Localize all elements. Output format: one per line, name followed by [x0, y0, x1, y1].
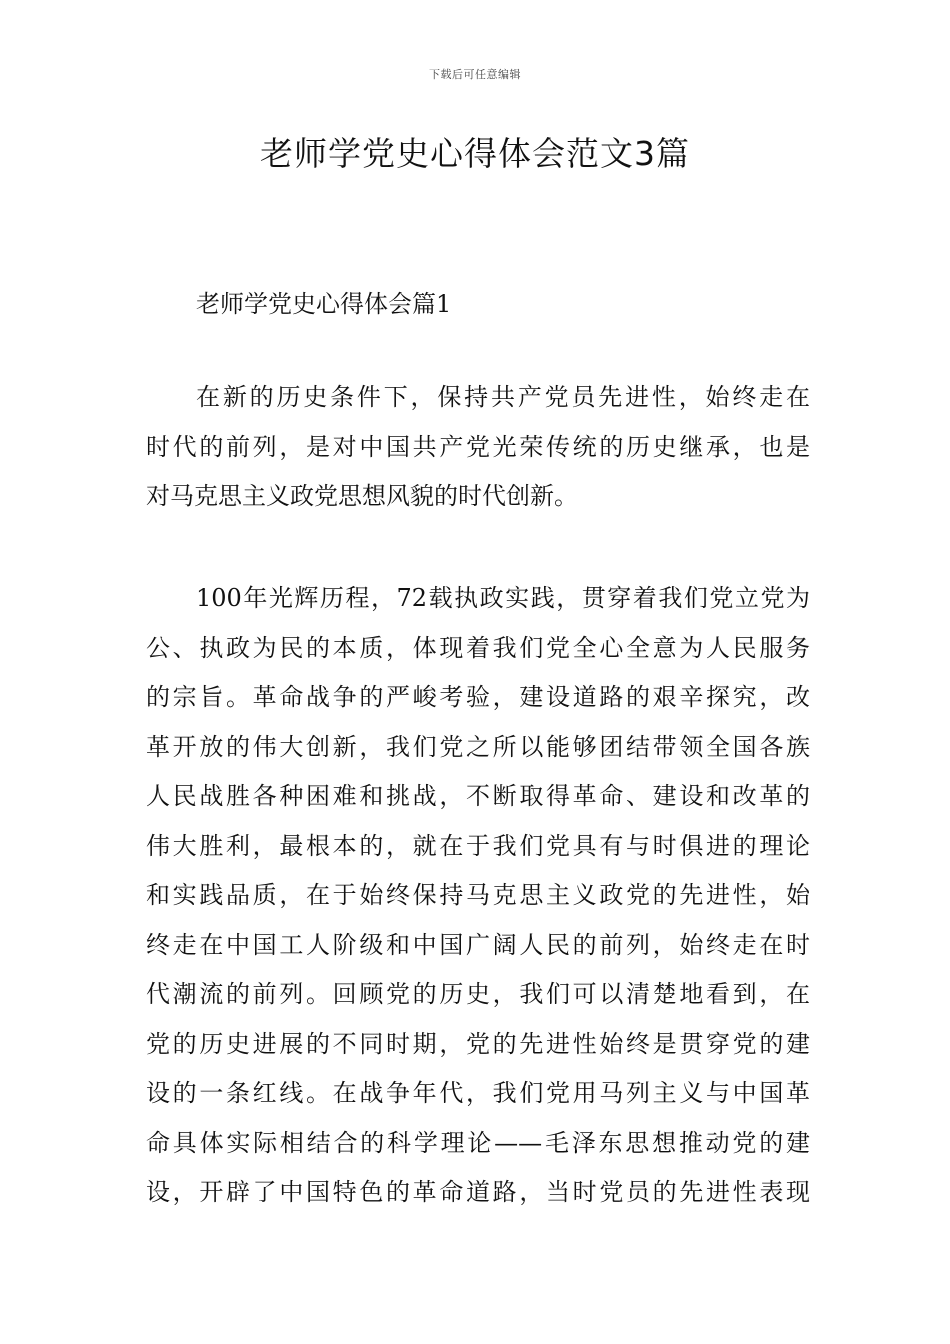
paragraph-line: 的宗旨。革命战争的严峻考验，建设道路的艰辛探究，改 — [146, 683, 810, 711]
paragraph-line: 革开放的伟大创新，我们党之所以能够团结带领全国各族 — [146, 732, 810, 761]
paragraph-line: 对马克思主义政党思想风貌的时代创新。 — [146, 482, 578, 510]
paragraph-line: 和实践品质，在于始终保持马克思主义政党的先进性，始 — [146, 881, 810, 909]
paragraph-2 — [146, 574, 810, 1218]
section-heading: 老师学党史心得体会篇1 — [196, 290, 452, 318]
paragraph-1 — [146, 373, 810, 522]
paragraph-line: 时代的前列，是对中国共产党光荣传统的历史继承，也是 — [146, 432, 810, 461]
paragraph-line: 100年光辉历程，72载执政实践，贯穿着我们党立党为 — [196, 584, 810, 612]
document-title: 老师学党史心得体会范文3篇 — [260, 134, 690, 173]
paragraph-line: 在新的历史条件下，保持共产党员先进性，始终走在 — [196, 383, 810, 411]
paragraph-line: 终走在中国工人阶级和中国广阔人民的前列，始终走在时 — [146, 930, 810, 959]
header-note: 下载后可任意编辑 — [429, 68, 521, 81]
paragraph-line: 设，开辟了中国特色的革命道路，当时党员的先进性表现 — [146, 1178, 810, 1206]
paragraph-line: 设的一条红线。在战争年代，我们党用马列主义与中国革 — [146, 1079, 810, 1107]
paragraph-line: 命具体实际相结合的科学理论——毛泽东思想推动党的建 — [146, 1128, 810, 1157]
paragraph-line: 伟大胜利，最根本的，就在于我们党具有与时俱进的理论 — [146, 831, 810, 860]
paragraph-line: 党的历史进展的不同时期，党的先进性始终是贯穿党的建 — [146, 1029, 810, 1058]
paragraph-line: 人民战胜各种困难和挑战，不断取得革命、建设和改革的 — [146, 782, 810, 810]
paragraph-line: 公、执政为民的本质，体现着我们党全心全意为人民服务 — [146, 633, 810, 662]
paragraph-line: 代潮流的前列。回顾党的历史，我们可以清楚地看到，在 — [146, 980, 810, 1008]
